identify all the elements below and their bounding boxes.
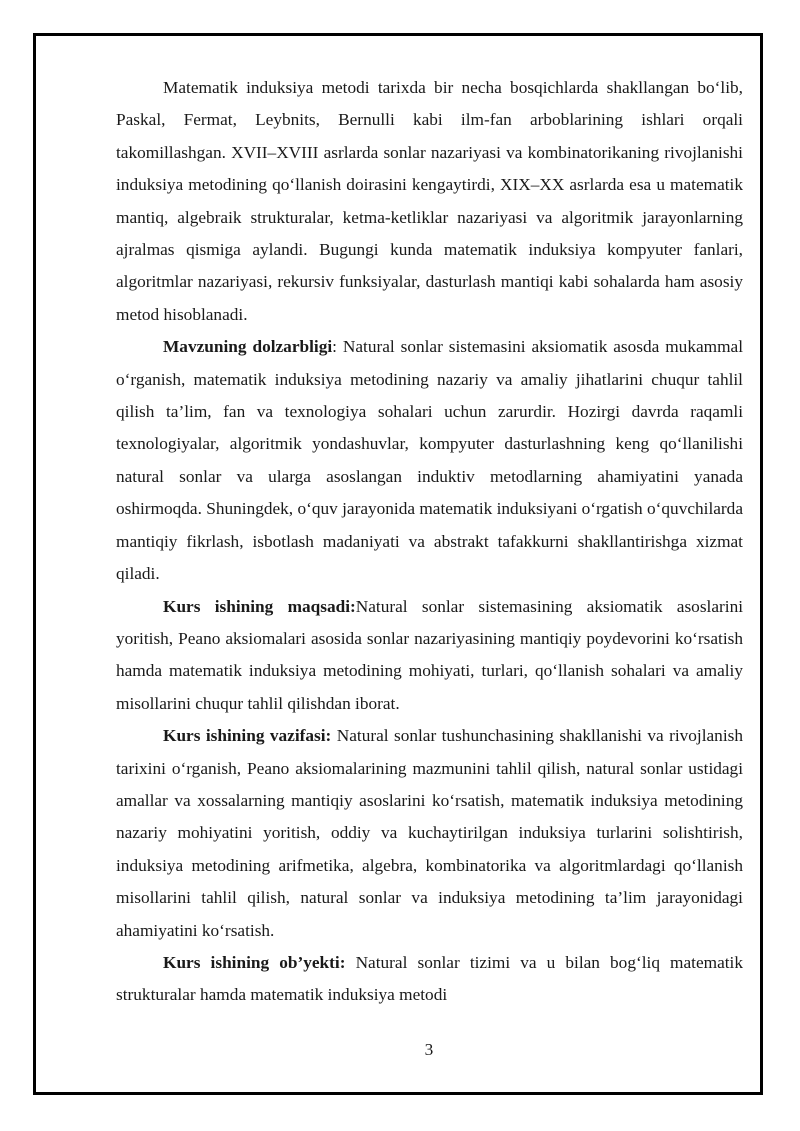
paragraph-goal xyxy=(116,591,743,721)
paragraph-goal-text: Natural sonlar sistemasining aksiomatik asoslarini yoritish, Peano aksiomalari asosida sonlar nazariyasining mantiqiy poydevorini ko‘rsatish hamda matematik induksiya metodining mohiyati, turlari, qo‘llanish sohalari va amaliy misollarini chuqur tahlil qilishdan iborat. xyxy=(116,596,744,713)
paragraph-relevance-heading: Mavzuning dolzarbligi xyxy=(163,337,333,357)
page-number: 3 xyxy=(424,1040,434,1059)
paragraph-object-heading: Kurs ishining ob’yekti: xyxy=(163,952,346,972)
paragraph-history xyxy=(116,72,743,331)
paragraph-tasks-text: Natural sonlar tushunchasining shakllanishi va rivojlanish tarixini o‘rganish, Peano aksiomalarining mazmunini tahlil qilish, natural sonlar ustidagi amallar va xossalarning mantiqiy asoslarini ko‘rsatish, matematik induksiya metodining nazariy mohiyatini yoritish, oddiy va kuchaytirilgan induksiya turlarini solishtirish, induksiya metodining arifmetika, algebra, kombinatorika va algoritmlardagi qo‘llanish misollarini tahlil qilish, natural sonlar va induksiya metodining ta’lim jarayonidagi ahamiyatini ko‘rsatish. xyxy=(116,726,743,940)
paragraph-history-text: Matematik induksiya metodi tarixda bir necha bosqichlarda shakllangan bo‘lib, Paskal, Fermat, Leybnits, Bernulli kabi ilm-fan arboblarining ishlari orqali takomillashgan. XVII–XVIII asrlarda sonlar nazariyasi va kombinatorikaning rivojlanishi induksiya metodining qo‘llanish doirasini kengaytirdi, XIX–XX asrlarda esa u matematik mantiq, algebraik strukturalar, ketma-ketliklar nazariyasi va algoritmik jarayonlarning ajralmas qismiga aylandi. Bugungi kunda matematik induksiya kompyuter fanlari, algoritmlar nazariyasi, rekursiv funksiyalar, dasturlash mantiqi kabi sohalarda ham asosiy metod hisoblanadi. xyxy=(116,78,743,324)
paragraph-relevance xyxy=(116,331,743,590)
paragraph-goal-heading: Kurs ishining maqsadi: xyxy=(163,596,356,616)
document-body xyxy=(116,72,743,1012)
paragraph-relevance-text: : Natural sonlar sistemasini aksiomatik asosda mukammal o‘rganish, matematik induksiya metodining nazariy va amaliy jihatlarini chuqur tahlil qilish ta’lim, fan va texnologiya sohalari uchun zarurdir. Hozirgi davrda raqamli texnologiyalar, algoritmik yondashuvlar, kompyuter dasturlashning keng qo‘llanilishi natural sonlar va ularga asoslangan induktiv metodlarning ahamiyatini yanada oshirmoqda. Shuningdek, o‘quv jarayonida matematik induksiyani o‘rgatish o‘quvchilarda mantiqiy fikrlash, isbotlash madaniyati va abstrakt tafakkurni shakllantirishga xizmat qiladi. xyxy=(116,337,743,584)
paragraph-object-text: Natural sonlar tizimi va u bilan bog‘liq matematik strukturalar hamda matematik induksiya metodi xyxy=(116,952,743,1005)
paragraph-tasks-heading: Kurs ishining vazifasi: xyxy=(163,726,332,746)
paragraph-tasks xyxy=(116,720,743,947)
paragraph-object xyxy=(116,947,743,1012)
